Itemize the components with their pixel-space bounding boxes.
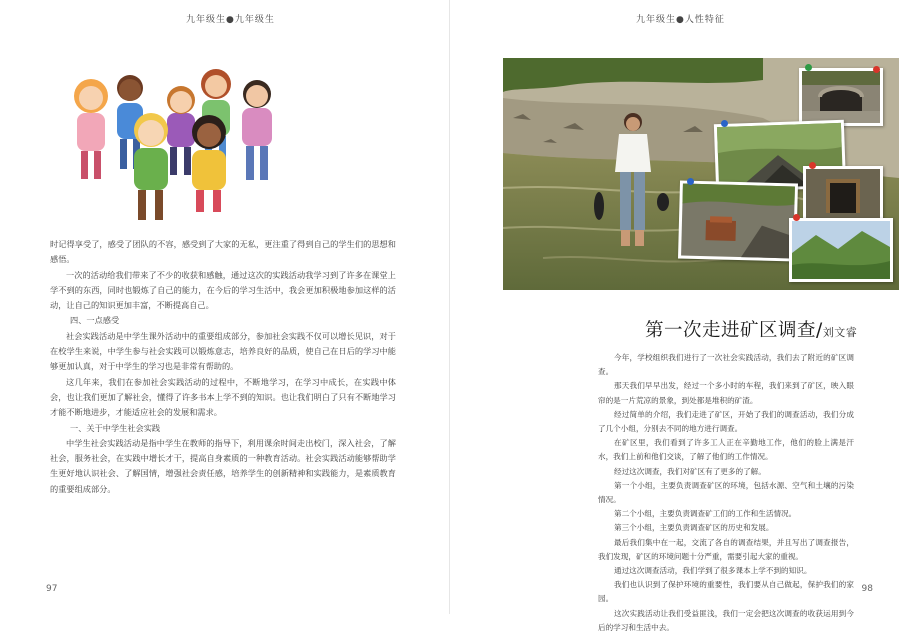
right-paragraph-11: 我们也认识到了保护环境的重要性，我们要从自己做起，保护我们的家园。 bbox=[598, 580, 854, 604]
child-back-left bbox=[74, 79, 108, 179]
child-middle bbox=[167, 86, 195, 175]
right-paragraph-12: 这次实践活动让我们受益匪浅，我们一定会把这次调查的收获运用到今后的学习和生活中去。 bbox=[598, 608, 854, 632]
left-page bbox=[0, 0, 449, 614]
right-paragraph-5: 经过这次调查，我们对矿区有了更多的了解。 bbox=[614, 466, 766, 476]
title-separator: / bbox=[816, 320, 823, 341]
child-front-left bbox=[134, 113, 168, 220]
left-paragraph-3: 社会实践活动是中学生课外活动中的重要组成部分，参加社会实践不仅可以增长见识，对于在校学生来说，中学生参与社会实践可以锻炼意志，培养良好的品质，使自己在日后的学习中能够更加认真，对于中学生的学习也是非常有帮助的。 bbox=[50, 330, 396, 372]
mountain-valley-photo-frame bbox=[789, 218, 893, 282]
child-front-right bbox=[192, 115, 226, 212]
right-paragraph-9: 最后我们集中在一起，交流了各自的调查结果，并且写出了调查报告，我们发现，矿区的环境问题十分严重，需要引起大家的重视。 bbox=[598, 537, 854, 561]
left-paragraph-2: 一次的活动给我们带来了不少的收获和感触，通过这次的实践活动我学习到了许多在课堂上学不到的东西，同时也锻炼了自己的能力，在今后的学习生活中，我会更加积极地参加这样的活动，让自己的知识更加丰富，不断提高自己。 bbox=[50, 269, 396, 311]
mine-tunnel-photo bbox=[802, 71, 880, 123]
right-page bbox=[450, 0, 899, 632]
mountain-valley-photo bbox=[792, 221, 890, 279]
mine-entrance-photo bbox=[806, 169, 880, 219]
right-paragraph-6: 第一个小组，主要负责调查矿区的环境，包括水源、空气和土壤的污染情况。 bbox=[598, 480, 854, 505]
right-paragraph-4: 在矿区里，我们看到了许多工人正在辛勤地工作，他们的脸上满是汗水，我们上前和他们交谈，了解了他们的工作情况。 bbox=[598, 438, 854, 462]
left-paragraph-1: 时记得享受了，感受了团队的不容，感受到了大家的无私，更注重了得到自己的学生们的思想和感悟。 bbox=[50, 239, 396, 265]
left-subheading-2: 一、关于中学生社会实践 bbox=[70, 422, 161, 433]
photo-collage bbox=[503, 58, 899, 290]
right-paragraph-2: 那天我们早早出发，经过一个多小时的车程，我们来到了矿区，映入眼帘的是一片荒凉的景象，到处都是堆积的矿渣。 bbox=[598, 381, 854, 405]
pin-red-3 bbox=[793, 214, 800, 221]
right-page-number: 98 bbox=[861, 584, 873, 594]
right-paragraph-1: 今年，学校组织我们进行了一次社会实践活动，我们去了附近的矿区调查。 bbox=[598, 353, 854, 377]
rubble-machinery-photo bbox=[681, 184, 795, 259]
right-running-head: 九年级生●人性特征 bbox=[636, 15, 725, 25]
pin-blue-1 bbox=[721, 120, 728, 127]
pin-blue-2 bbox=[687, 178, 694, 185]
left-running-head: 九年级生●九年级生 bbox=[186, 15, 275, 25]
right-paragraph-10: 通过这次调查活动，我们学到了很多课本上学不到的知识。 bbox=[614, 566, 812, 576]
article-title: 第一次走进矿区调查 bbox=[645, 320, 817, 341]
mine-tunnel-photo-frame bbox=[799, 68, 883, 126]
pin-green-1 bbox=[805, 64, 812, 71]
article-author: 刘文睿 bbox=[822, 326, 858, 339]
article-title-block bbox=[645, 316, 857, 342]
left-subheading-1: 四、一点感受 bbox=[70, 315, 120, 326]
left-body-text bbox=[50, 237, 396, 497]
right-paragraph-7: 第二个小组，主要负责调查矿工们的工作和生活情况。 bbox=[614, 509, 797, 519]
pin-red-1 bbox=[873, 66, 880, 73]
right-paragraph-3: 经过简单的介绍，我们走进了矿区，开始了我们的调查活动，我们分成了几个小组，分别去不同的地方进行调查。 bbox=[598, 409, 854, 434]
right-body-text bbox=[598, 351, 854, 635]
left-paragraph-4: 这几年来，我们在参加社会实践活动的过程中，不断地学习，在学习中成长，在实践中体会，也让我们更加了解社会，懂得了许多书本上学不到的知识。也让我们明白了只有不断地学习才能不断地进步，才能适应社会的发展和需求。 bbox=[50, 376, 396, 418]
cartoon-children-illustration bbox=[62, 58, 302, 226]
child-back-right bbox=[242, 80, 272, 180]
left-paragraph-5: 中学生社会实践活动是指中学生在教师的指导下，利用课余时间走出校门，深入社会，了解社会，服务社会，在实践中增长才干，提高自身素质的一种教育活动。社会实践活动能够帮助学生更好地认识社会、了解国情，增强社会责任感，培养学生的创新精神和实践能力，是素质教育的重要组成部分。 bbox=[50, 437, 396, 494]
left-page-number: 97 bbox=[46, 584, 58, 594]
rubble-machinery-photo-frame bbox=[678, 180, 798, 261]
right-paragraph-8: 第三个小组，主要负责调查矿区的历史和发展。 bbox=[614, 523, 774, 533]
pin-red-2 bbox=[809, 162, 816, 169]
mine-entrance-photo-frame bbox=[803, 166, 883, 222]
